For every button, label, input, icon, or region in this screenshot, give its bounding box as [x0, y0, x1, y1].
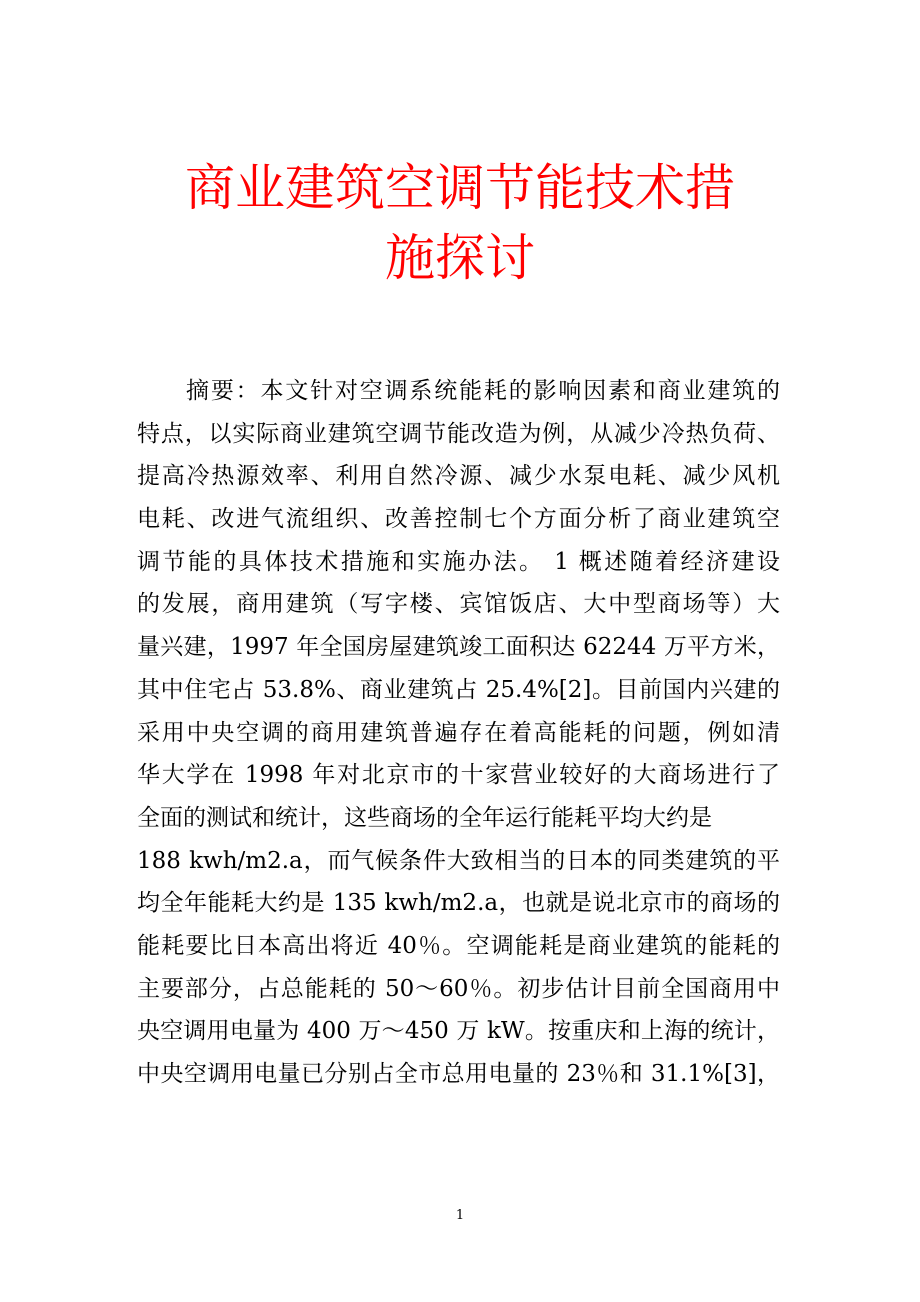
body-line: 电耗、改进气流组织、改善控制七个方面分析了商业建筑空	[137, 506, 780, 533]
body-line: 均全年能耗大约是 135 kwh/m2.a，也就是说北京市的商场的	[137, 890, 780, 917]
document-title-line-1: 商业建筑空调节能技术措	[185, 159, 735, 217]
body-line: 中央空调用电量已分别占全市总用电量的 23％和 31.1%[3]，	[137, 1061, 780, 1087]
body-line: 的发展，商用建筑（写字楼、宾馆饭店、大中型商场等）大	[137, 591, 780, 618]
body-line: 主要部分，占总能耗的 50～60％。初步估计目前全国商用中	[137, 975, 780, 1002]
body-line: 摘要：本文针对空调系统能耗的影响因素和商业建筑的	[186, 378, 780, 404]
body-line: 调节能的具体技术措施和实施办法。 1 概述随着经济建设	[137, 548, 780, 575]
body-line: 量兴建，1997 年全国房屋建筑竣工面积达 62244 万平方米，	[137, 634, 780, 661]
body-line: 全面的测试和统计，这些商场的全年运行能耗平均大约是	[137, 804, 712, 831]
page-number: 1	[455, 1208, 465, 1223]
body-line: 采用中央空调的商用建筑普遍存在着高能耗的问题，例如清	[137, 719, 780, 746]
body-line: 华大学在 1998 年对北京市的十家营业较好的大商场进行了	[137, 762, 780, 789]
body-line: 央空调用电量为 400 万～450 万 kW。按重庆和上海的统计，	[137, 1018, 780, 1045]
document-title-line-2: 施探讨	[385, 229, 535, 287]
body-line: 提高冷热源效率、利用自然冷源、减少水泵电耗、减少风机	[137, 463, 780, 490]
body-line: 其中住宅占 53.8%、商业建筑占 25.4%[2]。目前国内兴建的	[137, 676, 780, 703]
body-line: 188 kwh/m2.a，而气候条件大致相当的日本的同类建筑的平	[137, 847, 780, 874]
abstract-body	[137, 370, 780, 1096]
body-line: 特点，以实际商业建筑空调节能改造为例，从减少冷热负荷、	[137, 420, 780, 447]
body-line: 能耗要比日本高出将近 40％。空调能耗是商业建筑的能耗的	[137, 932, 780, 959]
